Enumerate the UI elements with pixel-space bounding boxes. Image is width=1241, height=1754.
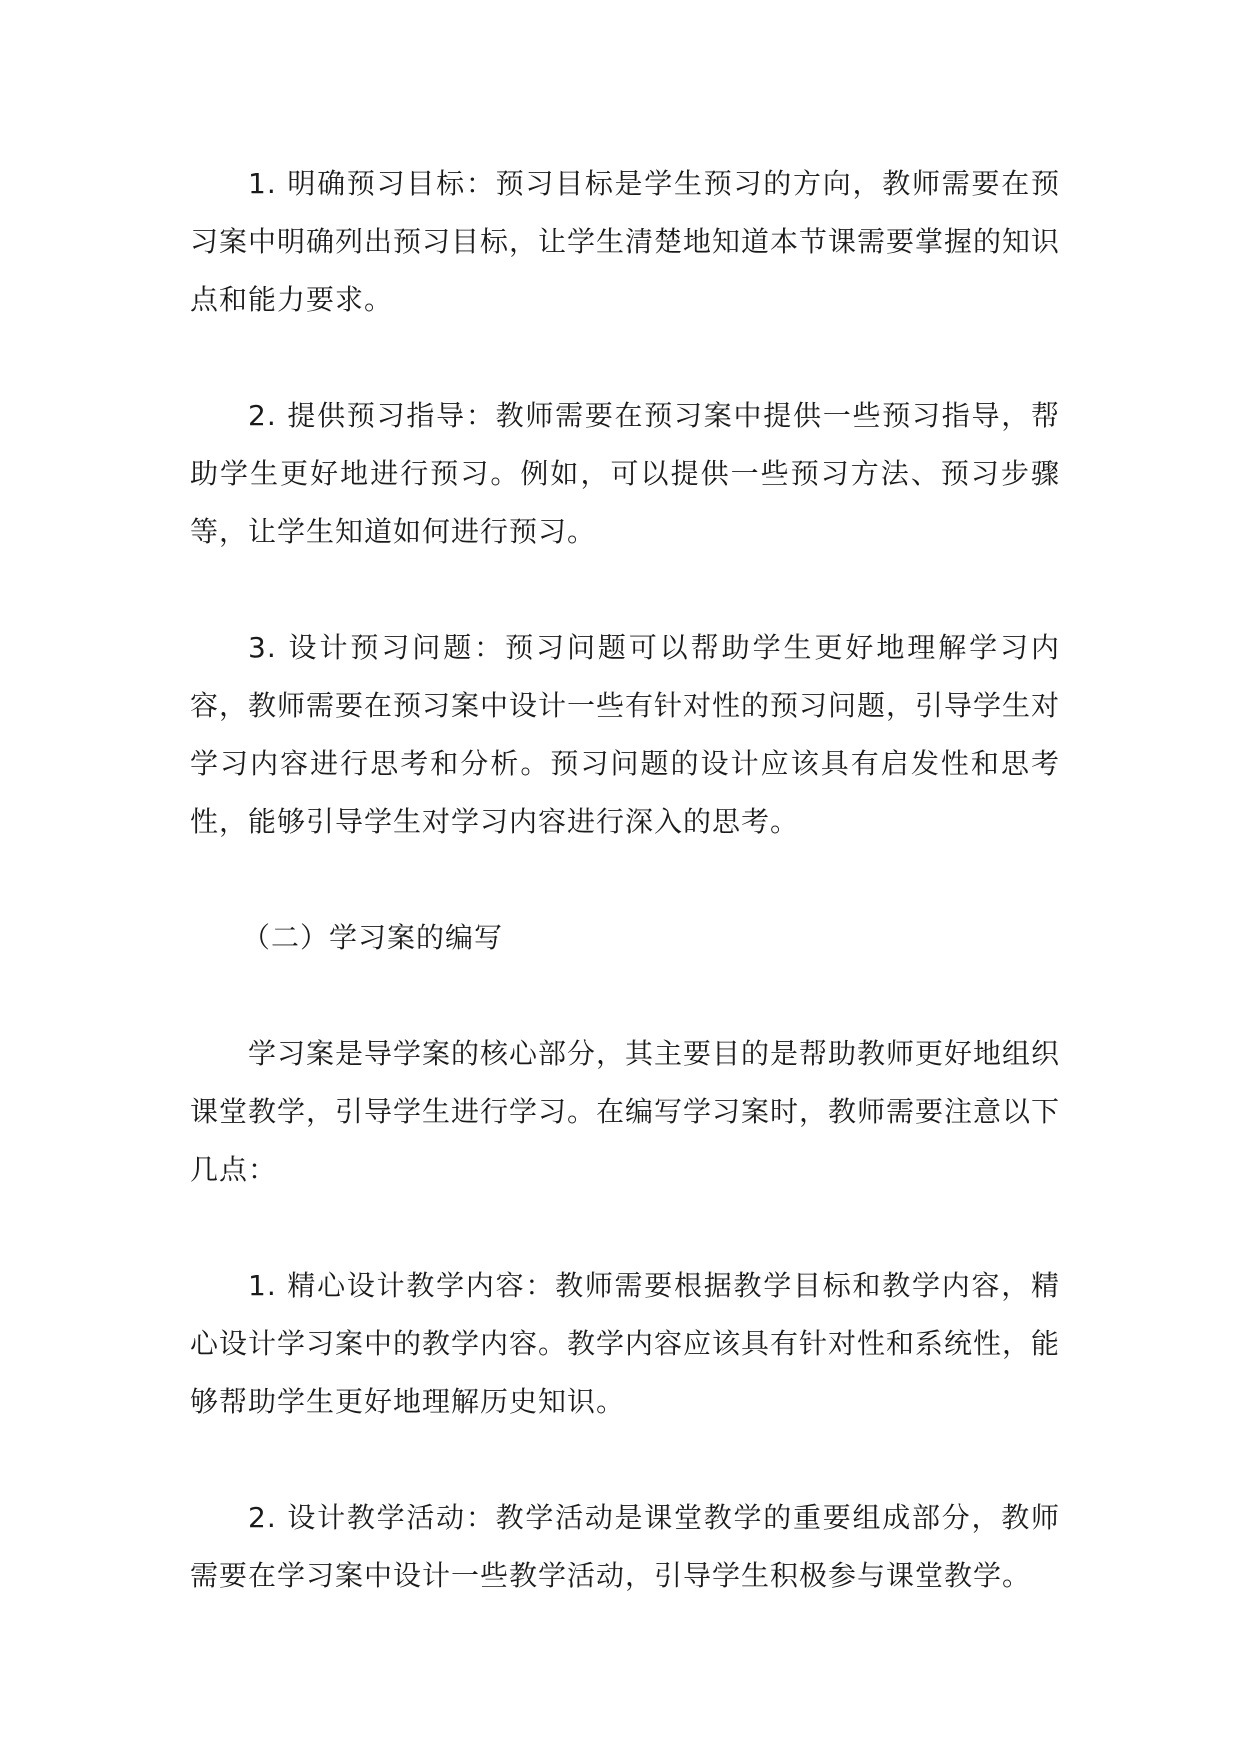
paragraph-teaching-content: 1. 精心设计教学内容：教师需要根据教学目标和教学内容，精心设计学习案中的教学内容。教学内容应该具有针对性和系统性，能够帮助学生更好地理解历史知识。: [190, 1269, 1061, 1418]
document-body: [190, 155, 1060, 1663]
paragraph-teaching-activities: 2. 设计教学活动：教学活动是课堂教学的重要组成部分，教师需要在学习案中设计一些教学活动，引导学生积极参与课堂教学。: [190, 1501, 1060, 1592]
section-heading: （二）学习案的编写: [242, 921, 504, 954]
paragraph-study-plan-intro: 学习案是导学案的核心部分，其主要目的是帮助教师更好地组织课堂教学，引导学生进行学习。在编写学习案时，教师需要注意以下几点：: [190, 1037, 1061, 1186]
paragraph-preview-questions: 3. 设计预习问题：预习问题可以帮助学生更好地理解学习内容，教师需要在预习案中设计一些有针对性的预习问题，引导学生对学习内容进行思考和分析。预习问题的设计应该具有启发性和思考性，能够引导学生对学习内容进行深入的思考。: [190, 631, 1061, 838]
paragraph-preview-guidance: 2. 提供预习指导：教师需要在预习案中提供一些预习指导，帮助学生更好地进行预习。例如，可以提供一些预习方法、预习步骤等，让学生知道如何进行预习。: [190, 399, 1060, 548]
paragraph-preview-goals: 1. 明确预习目标：预习目标是学生预习的方向，教师需要在预习案中明确列出预习目标，让学生清楚地知道本节课需要掌握的知识点和能力要求。: [190, 167, 1061, 316]
